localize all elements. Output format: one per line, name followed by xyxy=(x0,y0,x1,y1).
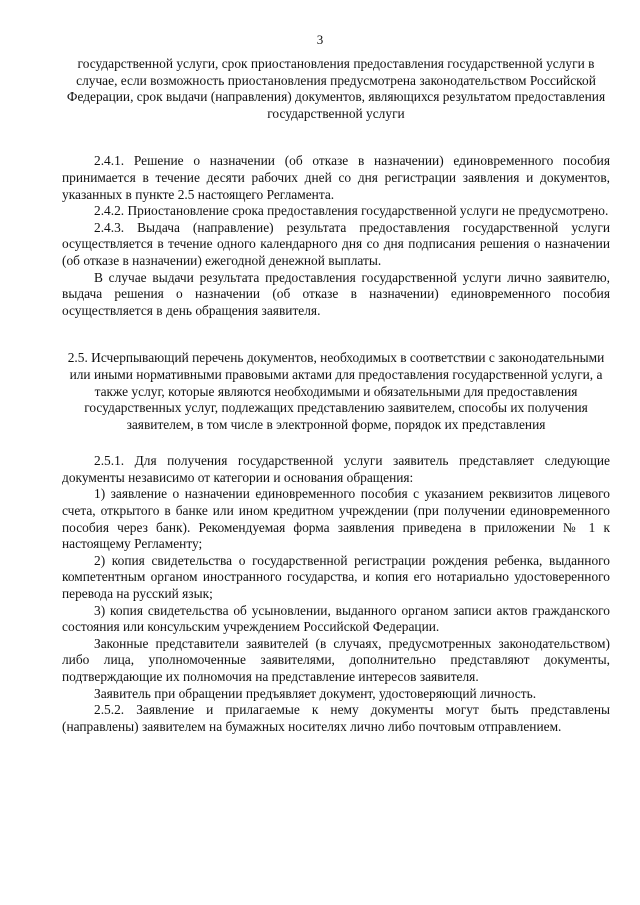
list-item-3: 3) копия свидетельства об усыновлении, выданного органом записи актов гражданского состояния или консульским учреждением Российской Федерации. xyxy=(62,602,610,635)
paragraph-2-5-2: 2.5.2. Заявление и прилагаемые к нему документы могут быть представлены (направлены) заявителем на бумажных носителях лично либо почтовым отправлением. xyxy=(62,702,610,734)
paragraph-2-5-1: 2.5.1. Для получения государственной услуги заявитель представляет следующие документы независимо от категории и основания обращения: xyxy=(62,453,610,485)
paragraph-personal-issue: В случае выдачи результата предоставления государственной услуги лично заявителю, выдача решения о назначении (об отказе в назначении) единовременного пособия осуществляется в день обращения заявителя. xyxy=(62,269,610,318)
list-item-2: 2) копия свидетельства о государственной регистрации рождения ребенка, выданного компетентным органом иностранного государства, и копия его нотариально удостоверенного перевода на русский язык; xyxy=(62,552,610,602)
paragraph-2-4-2: 2.4.2. Приостановление срока предоставления государственной услуги не предусмотрено. xyxy=(94,203,609,219)
list-item-1: 1) заявление о назначении единовременного пособия с указанием реквизитов лицевого счета, открытого в банке или ином кредитном учреждении (при получении единовременного пособия через банк). Рекомендуемая форма заявления приведена в приложении № 1 к настоящему Регламенту; xyxy=(62,486,610,552)
section-heading-2-5: 2.5. Исчерпывающий перечень документов, необходимых в соответствии с законодательными или иными нормативными правовыми актами для предоставления государственной услуги, а также услуг, которые являются необходимыми и обязательными для предоставления государственных услуг, подлежащих представлению заявителем, способы их получения заявителем, в том числе в электронной форме, порядок их представления xyxy=(67,350,605,432)
page-number: 3 xyxy=(316,32,324,47)
paragraph-legal-representatives: Законные представители заявителей (в случаях, предусмотренных законодательством) либо лица, уполномоченные заявителями, дополнительно представляют документы, подтверждающие их полномочия на представление интересов заявителя. xyxy=(62,635,610,684)
spacer xyxy=(62,433,610,453)
paragraph-2-4-3: 2.4.3. Выдача (направление) результата предоставления государственной услуги осуществляется в течение одного календарного дня со дня подписания решения о назначении (об отказе в назначении) ежегодной денежной выплаты. xyxy=(62,219,610,268)
paragraph-2-4-1: 2.4.1. Решение о назначении (об отказе в назначении) единовременного пособия принимается в течение десяти рабочих дней со дня регистрации заявления и документов, указанных в пункте 2.5 настоящего Регламента. xyxy=(62,153,610,202)
paragraph-identity-document: Заявитель при обращении предъявляет документ, удостоверяющий личность. xyxy=(94,685,537,701)
section-heading-2-4-continued: государственной услуги, срок приостановления предоставления государственной услуги в случае, если возможность приостановления предусмотрена законодательством Российской Федерации, срок выдачи (направления) документов, являющихся результатом предоставления государственной услуги xyxy=(66,56,606,121)
spacer xyxy=(62,122,610,153)
spacer xyxy=(62,319,610,350)
document-body xyxy=(62,56,610,735)
